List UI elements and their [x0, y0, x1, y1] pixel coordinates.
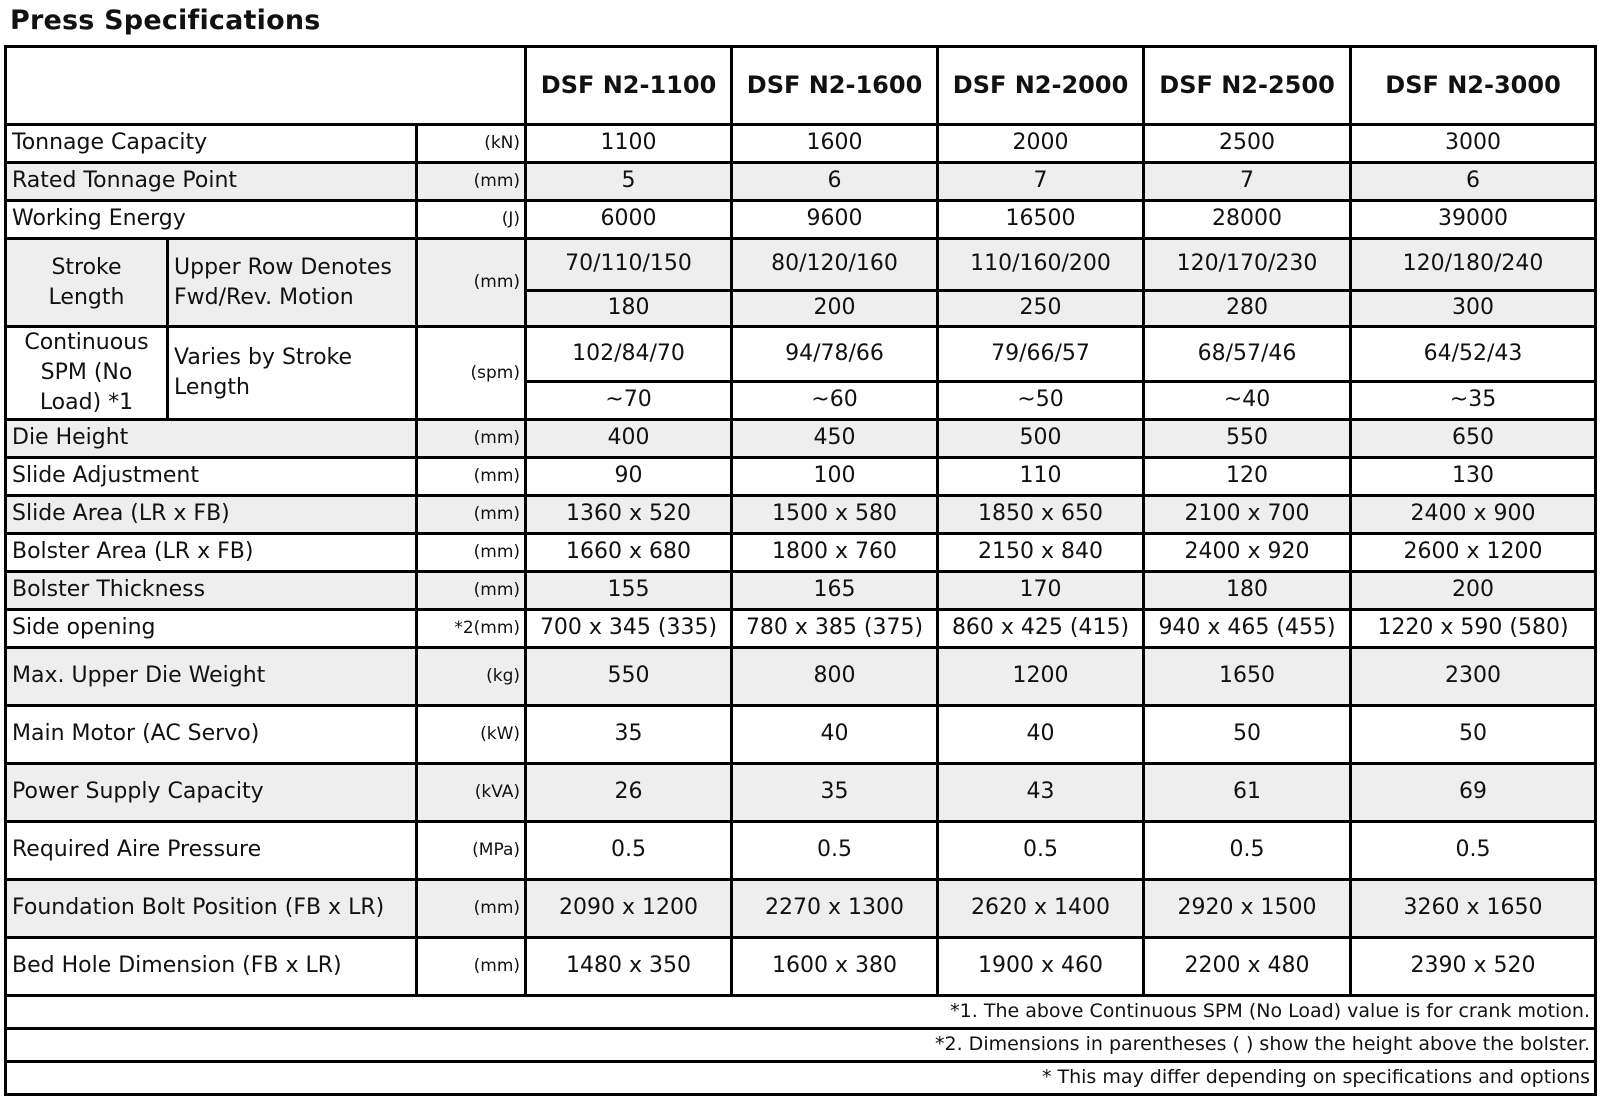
row-label: Tonnage Capacity	[6, 125, 417, 163]
value-cell: 80/120/160	[732, 239, 938, 291]
footnote: * This may differ depending on specifications and options	[6, 1061, 1596, 1094]
value-cell: 2090 x 1200	[526, 879, 732, 937]
model-header: DSF N2-3000	[1351, 47, 1596, 125]
row-label: Slide Area (LR x FB)	[6, 495, 417, 533]
value-cell: 68/57/46	[1144, 327, 1351, 382]
value-cell: 90	[526, 457, 732, 495]
value-cell: 64/52/43	[1351, 327, 1596, 382]
value-cell: 180	[526, 291, 732, 327]
spec-row	[6, 125, 1596, 163]
value-cell: 1850 x 650	[938, 495, 1144, 533]
value-cell: 550	[1144, 419, 1351, 457]
row-unit: (kg)	[417, 647, 526, 705]
footnote-row	[6, 1028, 1596, 1061]
row-unit: (mm)	[417, 571, 526, 609]
spec-row	[6, 609, 1596, 647]
value-cell: 250	[938, 291, 1144, 327]
row-label: Rated Tonnage Point	[6, 163, 417, 201]
value-cell: 650	[1351, 419, 1596, 457]
spec-row	[6, 163, 1596, 201]
value-cell: 39000	[1351, 201, 1596, 239]
stroke-label: Stroke Length	[6, 239, 168, 327]
value-cell: 550	[526, 647, 732, 705]
value-cell: 120	[1144, 457, 1351, 495]
value-cell: 2400 x 900	[1351, 495, 1596, 533]
value-cell: 170	[938, 571, 1144, 609]
spec-row	[6, 419, 1596, 457]
model-header: DSF N2-1600	[732, 47, 938, 125]
spec-row	[6, 937, 1596, 995]
value-cell: 780 x 385 (375)	[732, 609, 938, 647]
value-cell: 2600 x 1200	[1351, 533, 1596, 571]
stroke-sublabel: Upper Row Denotes Fwd/Rev. Motion	[168, 239, 417, 327]
spec-row	[6, 457, 1596, 495]
spec-row	[6, 763, 1596, 821]
value-cell: 120/170/230	[1144, 239, 1351, 291]
row-unit: (mm)	[417, 879, 526, 937]
value-cell: 40	[732, 705, 938, 763]
value-cell: 500	[938, 419, 1144, 457]
value-cell: 40	[938, 705, 1144, 763]
value-cell: 200	[1351, 571, 1596, 609]
value-cell: 700 x 345 (335)	[526, 609, 732, 647]
row-label: Main Motor (AC Servo)	[6, 705, 417, 763]
value-cell: ~35	[1351, 381, 1596, 419]
spec-row	[6, 879, 1596, 937]
value-cell: 1360 x 520	[526, 495, 732, 533]
value-cell: 94/78/66	[732, 327, 938, 382]
row-unit: (mm)	[417, 239, 526, 327]
value-cell: 2000	[938, 125, 1144, 163]
row-label: Bolster Thickness	[6, 571, 417, 609]
value-cell: 2620 x 1400	[938, 879, 1144, 937]
row-unit: (MPa)	[417, 821, 526, 879]
value-cell: 1600 x 380	[732, 937, 938, 995]
spec-row	[6, 533, 1596, 571]
model-header: DSF N2-2000	[938, 47, 1144, 125]
value-cell: 2150 x 840	[938, 533, 1144, 571]
value-cell: 180	[1144, 571, 1351, 609]
value-cell: 26	[526, 763, 732, 821]
spec-row	[6, 239, 1596, 291]
row-unit: *2(mm)	[417, 609, 526, 647]
value-cell: 2400 x 920	[1144, 533, 1351, 571]
spec-row	[6, 705, 1596, 763]
value-cell: 1200	[938, 647, 1144, 705]
row-unit: (mm)	[417, 533, 526, 571]
row-label: Required Aire Pressure	[6, 821, 417, 879]
row-unit: (kN)	[417, 125, 526, 163]
page-title: Press Specifications	[10, 5, 321, 36]
value-cell: 9600	[732, 201, 938, 239]
row-label: Working Energy	[6, 201, 417, 239]
value-cell: 0.5	[1351, 821, 1596, 879]
value-cell: 110	[938, 457, 1144, 495]
value-cell: 5	[526, 163, 732, 201]
spec-row	[6, 571, 1596, 609]
value-cell: 280	[1144, 291, 1351, 327]
value-cell: 50	[1144, 705, 1351, 763]
row-label: Slide Adjustment	[6, 457, 417, 495]
footnote: *1. The above Continuous SPM (No Load) value is for crank motion.	[6, 995, 1596, 1028]
row-label: Power Supply Capacity	[6, 763, 417, 821]
value-cell: 940 x 465 (455)	[1144, 609, 1351, 647]
spec-row	[6, 821, 1596, 879]
value-cell: 0.5	[526, 821, 732, 879]
value-cell: 450	[732, 419, 938, 457]
footnote-row	[6, 995, 1596, 1028]
value-cell: 155	[526, 571, 732, 609]
row-unit: (kVA)	[417, 763, 526, 821]
value-cell: 300	[1351, 291, 1596, 327]
value-cell: 200	[732, 291, 938, 327]
row-unit: (J)	[417, 201, 526, 239]
value-cell: 860 x 425 (415)	[938, 609, 1144, 647]
value-cell: 70/110/150	[526, 239, 732, 291]
row-label: Bed Hole Dimension (FB x LR)	[6, 937, 417, 995]
value-cell: 6	[1351, 163, 1596, 201]
value-cell: 43	[938, 763, 1144, 821]
value-cell: 0.5	[1144, 821, 1351, 879]
footnote: *2. Dimensions in parentheses ( ) show the height above the bolster.	[6, 1028, 1596, 1061]
value-cell: 800	[732, 647, 938, 705]
spec-row	[6, 647, 1596, 705]
spec-row	[6, 201, 1596, 239]
value-cell: 1100	[526, 125, 732, 163]
value-cell: 28000	[1144, 201, 1351, 239]
value-cell: ~40	[1144, 381, 1351, 419]
model-header: DSF N2-1100	[526, 47, 732, 125]
value-cell: 0.5	[938, 821, 1144, 879]
row-unit: (mm)	[417, 937, 526, 995]
value-cell: 400	[526, 419, 732, 457]
value-cell: 1900 x 460	[938, 937, 1144, 995]
row-unit: (mm)	[417, 163, 526, 201]
row-unit: (spm)	[417, 327, 526, 420]
value-cell: 61	[1144, 763, 1351, 821]
value-cell: 1650	[1144, 647, 1351, 705]
value-cell: 2920 x 1500	[1144, 879, 1351, 937]
value-cell: 1600	[732, 125, 938, 163]
value-cell: 130	[1351, 457, 1596, 495]
value-cell: 2300	[1351, 647, 1596, 705]
value-cell: 35	[732, 763, 938, 821]
value-cell: ~50	[938, 381, 1144, 419]
value-cell: 7	[938, 163, 1144, 201]
row-label: Bolster Area (LR x FB)	[6, 533, 417, 571]
row-unit: (mm)	[417, 419, 526, 457]
value-cell: 1800 x 760	[732, 533, 938, 571]
row-unit: (kW)	[417, 705, 526, 763]
value-cell: 50	[1351, 705, 1596, 763]
value-cell: 2100 x 700	[1144, 495, 1351, 533]
value-cell: 110/160/200	[938, 239, 1144, 291]
value-cell: 2200 x 480	[1144, 937, 1351, 995]
row-label: Foundation Bolt Position (FB x LR)	[6, 879, 417, 937]
model-header: DSF N2-2500	[1144, 47, 1351, 125]
value-cell: 16500	[938, 201, 1144, 239]
value-cell: ~70	[526, 381, 732, 419]
row-label: Max. Upper Die Weight	[6, 647, 417, 705]
value-cell: 1480 x 350	[526, 937, 732, 995]
value-cell: 3000	[1351, 125, 1596, 163]
value-cell: 2500	[1144, 125, 1351, 163]
corner-cell	[6, 47, 526, 125]
value-cell: 102/84/70	[526, 327, 732, 382]
spm-sublabel: Varies by Stroke Length	[168, 327, 417, 420]
row-unit: (mm)	[417, 495, 526, 533]
value-cell: 69	[1351, 763, 1596, 821]
footnote-row	[6, 1061, 1596, 1094]
value-cell: 2270 x 1300	[732, 879, 938, 937]
value-cell: 1660 x 680	[526, 533, 732, 571]
value-cell: 79/66/57	[938, 327, 1144, 382]
value-cell: 7	[1144, 163, 1351, 201]
value-cell: 2390 x 520	[1351, 937, 1596, 995]
spec-table	[4, 45, 1597, 1096]
row-unit: (mm)	[417, 457, 526, 495]
row-label: Die Height	[6, 419, 417, 457]
value-cell: 100	[732, 457, 938, 495]
value-cell: 1220 x 590 (580)	[1351, 609, 1596, 647]
value-cell: 1500 x 580	[732, 495, 938, 533]
value-cell: 6	[732, 163, 938, 201]
spec-row	[6, 495, 1596, 533]
value-cell: 120/180/240	[1351, 239, 1596, 291]
value-cell: 0.5	[732, 821, 938, 879]
value-cell: 3260 x 1650	[1351, 879, 1596, 937]
value-cell: ~60	[732, 381, 938, 419]
value-cell: 165	[732, 571, 938, 609]
spm-label: Continuous SPM (No Load) *1	[6, 327, 168, 420]
value-cell: 35	[526, 705, 732, 763]
row-label: Side opening	[6, 609, 417, 647]
value-cell: 6000	[526, 201, 732, 239]
spec-row	[6, 327, 1596, 382]
